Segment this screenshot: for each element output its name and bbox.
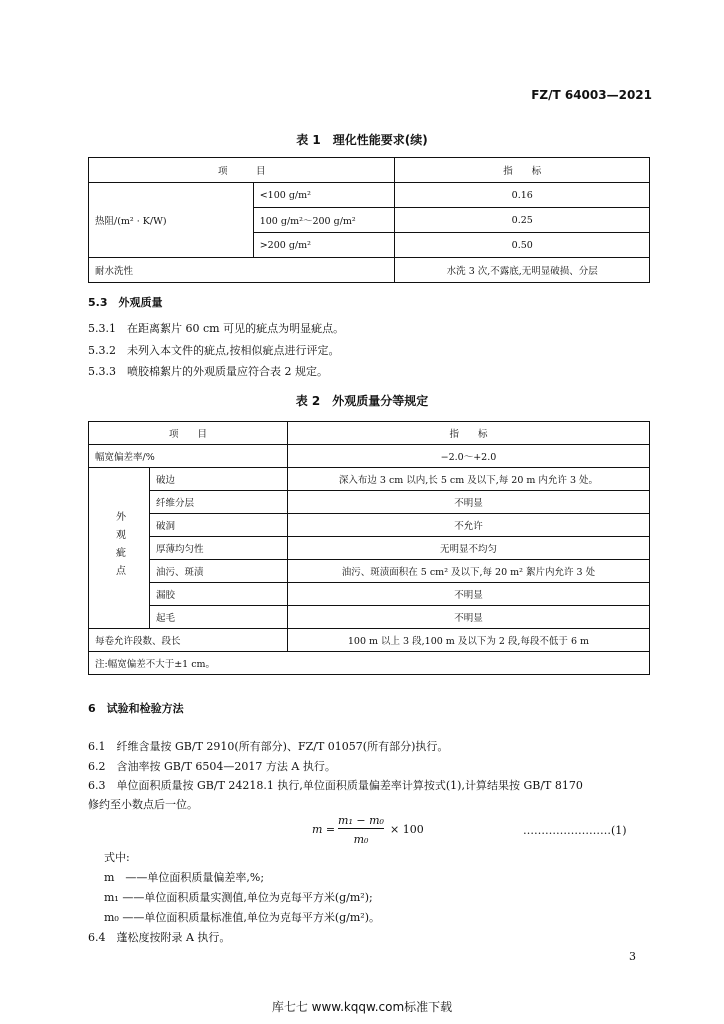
table2-header-item: 项 目 <box>89 422 288 445</box>
formula-numerator: m₁ − m₀ <box>338 814 384 827</box>
formula-number: ……………………(1) <box>523 824 627 837</box>
def-m0: m₀ ——单位面积质量标准值,单位为克每平方米(g/m²)。 <box>104 911 381 924</box>
where-label: 式中: <box>104 851 130 864</box>
para-5-3-3: 5.3.3 喷胶棉絮片的外观质量应符合表 2 规定。 <box>88 365 328 378</box>
table1-sub: >200 g/m² <box>253 233 395 258</box>
defect-value: 油污、斑渍面积在 5 cm² 及以下,每 20 m² 絮片内允许 3 处 <box>287 560 649 583</box>
defect-name: 破洞 <box>150 514 288 537</box>
formula-lhs: m = <box>312 823 336 836</box>
para-6-3: 6.3 单位面积质量按 GB/T 24218.1 执行,单位面积质量偏差率计算按式(1),计算结果按 GB/T 8170 <box>88 779 583 792</box>
defect-value: 不允许 <box>287 514 649 537</box>
para-6-1: 6.1 纤维含量按 GB/T 2910(所有部分)、FZ/T 01057(所有部分)执行。 <box>88 740 449 753</box>
defect-name: 破边 <box>150 468 288 491</box>
defect-value: 无明显不均匀 <box>287 537 649 560</box>
para-6-2: 6.2 含油率按 GB/T 6504—2017 方法 A 执行。 <box>88 760 336 773</box>
table1-caption: 表 1 理化性能要求(续) <box>296 133 428 147</box>
section-6-title: 6 试验和检验方法 <box>88 702 184 715</box>
footer-watermark: 库七七 www.kqqw.com标准下载 <box>271 1000 453 1014</box>
table2-caption: 表 2 外观质量分等规定 <box>295 394 429 408</box>
table2-header-index: 指 标 <box>287 422 649 445</box>
formula-tail: × 100 <box>390 823 424 836</box>
table1-sub: 100 g/m²～200 g/m² <box>253 208 395 233</box>
table1-value: 0.25 <box>395 208 650 233</box>
para-6-4: 6.4 蓬松度按附录 A 执行。 <box>88 931 231 944</box>
wash-resistance-value: 水洗 3 次,不露底,无明显破损、分层 <box>395 258 650 283</box>
formula-denominator: m₀ <box>353 833 369 846</box>
para-6-3-cont: 修约至小数点后一位。 <box>88 798 198 811</box>
para-5-3-1: 5.3.1 在距离絮片 60 cm 可见的疵点为明显疵点。 <box>88 322 345 335</box>
thermal-resistance-label: 热阻/(m² · K/W) <box>89 183 254 258</box>
width-deviation-label: 幅宽偏差率/% <box>89 445 288 468</box>
width-deviation-value: −2.0～+2.0 <box>287 445 649 468</box>
defect-value: 不明显 <box>287 491 649 514</box>
standard-code: FZ/T 64003—2021 <box>531 88 652 102</box>
defect-value: 不明显 <box>287 583 649 606</box>
table1-sub: <100 g/m² <box>253 183 395 208</box>
defect-name: 纤维分层 <box>150 491 288 514</box>
segments-label: 每卷允许段数、段长 <box>89 629 288 652</box>
defect-name: 厚薄均匀性 <box>150 537 288 560</box>
defect-name: 油污、斑渍 <box>150 560 288 583</box>
table2-note: 注:幅宽偏差不大于±1 cm。 <box>89 652 650 675</box>
page-number: 3 <box>629 950 636 963</box>
defect-value: 深入布边 3 cm 以内,长 5 cm 及以下,每 20 m 内允许 3 处。 <box>287 468 649 491</box>
defect-name: 起毛 <box>150 606 288 629</box>
table1-value: 0.16 <box>395 183 650 208</box>
wash-resistance-label: 耐水洗性 <box>89 258 395 283</box>
table1-value: 0.50 <box>395 233 650 258</box>
defect-value: 不明显 <box>287 606 649 629</box>
section-5-3-title: 5.3 外观质量 <box>88 296 163 309</box>
table1-header-item: 项 目 <box>89 158 395 183</box>
def-m: m ——单位面积质量偏差率,%; <box>104 871 265 884</box>
table1-header-index: 指 标 <box>395 158 650 183</box>
segments-value: 100 m 以上 3 段,100 m 及以下为 2 段,每段不低于 6 m <box>287 629 649 652</box>
para-5-3-2: 5.3.2 未列入本文件的疵点,按相似疵点进行评定。 <box>88 344 340 357</box>
defect-group-label: 外观疵点 <box>89 468 150 629</box>
table2 <box>88 421 650 675</box>
table1 <box>88 157 650 283</box>
def-m1: m₁ ——单位面积质量实测值,单位为克每平方米(g/m²); <box>104 891 373 904</box>
defect-name: 漏胶 <box>150 583 288 606</box>
